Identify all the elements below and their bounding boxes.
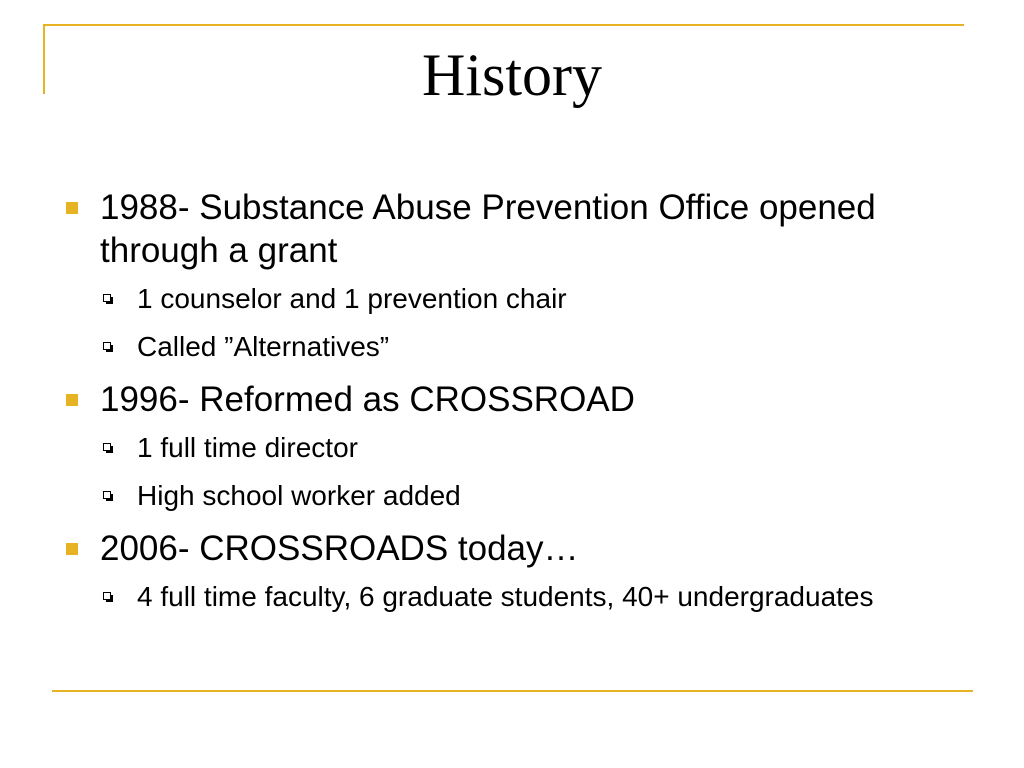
bullet-item: [62, 378, 922, 421]
sub-bullet-item: [100, 431, 922, 465]
hollow-square-bullet-icon: [103, 294, 111, 302]
hollow-square-bullet-icon: [103, 491, 111, 499]
square-bullet-icon: [66, 543, 78, 555]
slide-body: [62, 186, 922, 628]
bullet-text: 2006- CROSSROADS today…: [100, 529, 579, 568]
sub-bullet-item: [100, 282, 922, 316]
square-bullet-icon: [66, 394, 78, 406]
bullet-item: [62, 527, 922, 570]
bullet-item: [62, 186, 922, 272]
frame-bottom-line: [52, 690, 973, 692]
sub-bullet-text: 1 counselor and 1 prevention chair: [137, 283, 567, 314]
sub-bullet-item: [100, 330, 922, 364]
sub-bullet-text: 4 full time faculty, 6 graduate students, 40+ undergraduates: [137, 581, 874, 612]
sub-bullet-text: High school worker added: [137, 480, 461, 511]
bullet-group-1996: [62, 378, 922, 513]
hollow-square-bullet-icon: [103, 592, 111, 600]
sub-bullet-text: 1 full time director: [137, 432, 358, 463]
sub-bullet-text: Called ”Alternatives”: [137, 331, 390, 362]
sub-bullet-item: [100, 580, 922, 614]
bullet-group-2006: [62, 527, 922, 614]
hollow-square-bullet-icon: [103, 342, 111, 350]
bullet-text: 1988- Substance Abuse Prevention Office opened through a grant: [100, 188, 876, 270]
bullet-text: 1996- Reformed as CROSSROAD: [100, 380, 635, 419]
hollow-square-bullet-icon: [103, 443, 111, 451]
slide-title: History: [422, 42, 602, 108]
bullet-group-1988: [62, 186, 922, 364]
square-bullet-icon: [66, 202, 78, 214]
frame-top-line: [43, 24, 964, 26]
sub-bullet-item: [100, 479, 922, 513]
